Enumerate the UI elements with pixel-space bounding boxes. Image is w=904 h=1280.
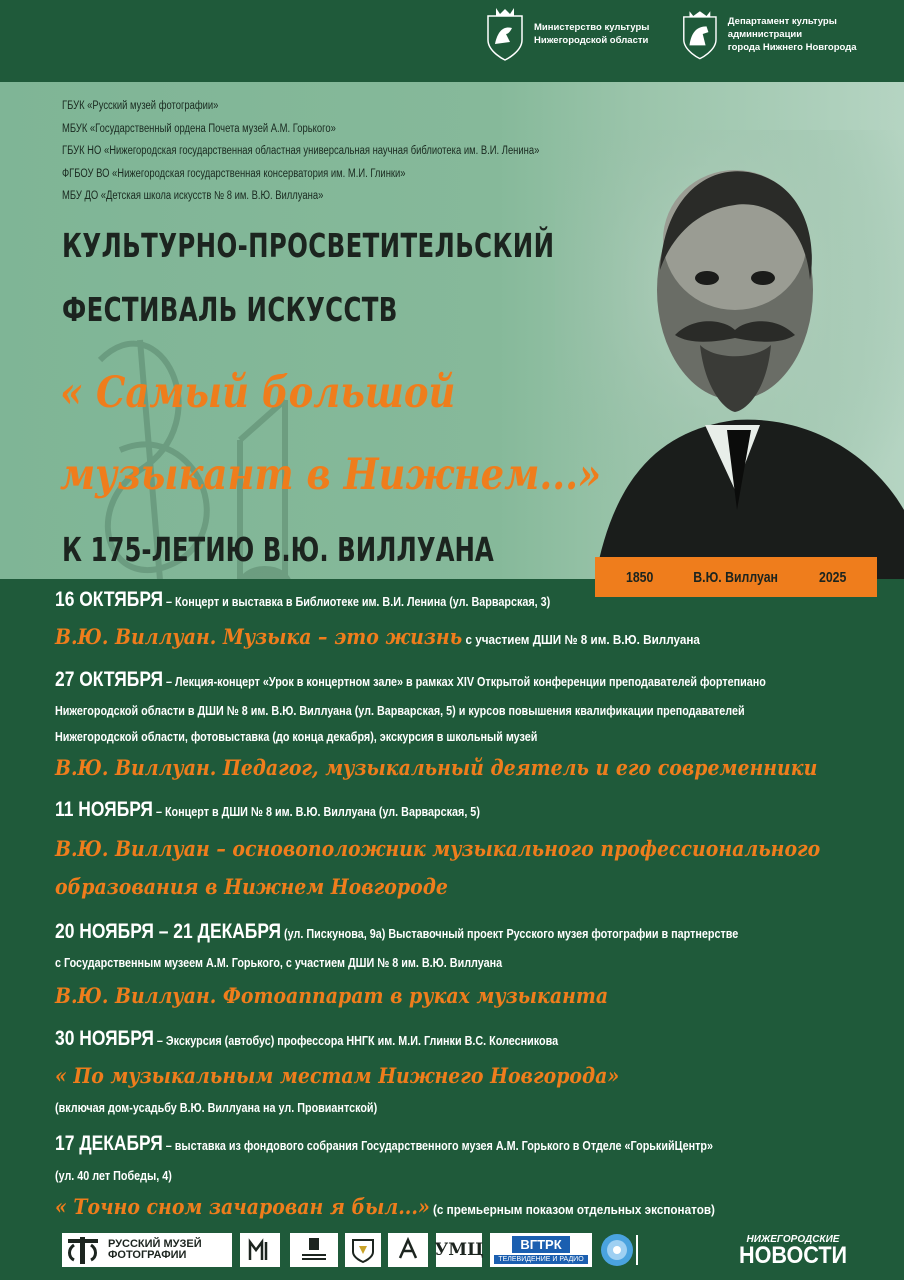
event-subtitle: « Точно сном зачарован я был...»	[55, 1194, 430, 1219]
gorky-museum-logo	[240, 1233, 280, 1267]
year-start: 1850	[625, 568, 654, 586]
years-badge	[595, 557, 877, 597]
ministry-logo	[484, 6, 649, 62]
library-logo	[290, 1233, 338, 1267]
organizer-line: ГБУК НО «Нижегородская государственная областная универсальная научная библиотека им. В.И. Ленина»	[62, 145, 540, 157]
event-desc: – выставка из фондового собрания Государственного музея А.М. Горького в Отделе «ГорькийЦентр»	[162, 1138, 713, 1153]
event-date: 20 НОЯБРЯ – 21 ДЕКАБРЯ	[55, 920, 282, 943]
event-27-oct-subtitle: В.Ю. Виллуан. Педагог, музыкальный деятель и его современники	[55, 755, 818, 780]
year-end: 2025	[818, 568, 846, 586]
event-subtitle-note: с участием ДШИ № 8 им. В.Ю. Виллуана	[462, 632, 700, 647]
photo-museum-text: РУССКИЙ МУЗЕЙ ФОТОГРАФИИ	[108, 1238, 202, 1261]
event-27-oct-desc2: Нижегородской области в ДШИ № 8 им. В.Ю. Виллуана (ул. Варварская, 5) и курсов повышения квалификации преподавателей	[55, 703, 745, 718]
event-16-oct-subtitle	[55, 624, 700, 649]
photo-museum-mark-icon	[66, 1235, 100, 1265]
radio-logo	[600, 1233, 634, 1267]
conservatory-logo	[345, 1233, 381, 1267]
event-date: 27 ОКТЯБРЯ	[55, 668, 164, 691]
festival-name-line2: музыкант в Нижнем...»	[60, 450, 602, 500]
event-17-dec	[55, 1132, 713, 1156]
organizer-line: ГБУК «Русский музей фотографии»	[62, 100, 219, 112]
vgtrk-logo	[490, 1233, 592, 1267]
organizers-list	[62, 95, 622, 208]
umc-text: УМЦ	[434, 1239, 484, 1260]
event-subtitle-note: (с премьерным показом отдельных экспонатов)	[429, 1202, 715, 1217]
event-30-nov-subtitle: « По музыкальным местам Нижнего Новгорода»	[55, 1063, 620, 1088]
anniversary-heading: К 175-ЛЕТИЮ В.Ю. ВИЛЛУАНА	[62, 530, 494, 569]
event-27-oct-desc3: Нижегородской области, фотовыставка (до конца декабря), экскурсия в школьный музей	[55, 729, 538, 744]
event-20-nov-subtitle: В.Ю. Виллуан. Фотоаппарат в руках музыканта	[55, 983, 609, 1008]
event-16-oct	[55, 588, 550, 612]
festival-title-line1: КУЛЬТУРНО-ПРОСВЕТИТЕЛЬСКИЙ	[62, 226, 555, 265]
conservatory-crest-icon	[350, 1236, 376, 1264]
event-date: 16 ОКТЯБРЯ	[55, 588, 164, 611]
badge-name: В.Ю. Виллуан	[693, 568, 779, 586]
news-text: НОВОСТИ	[738, 1241, 848, 1269]
event-17-dec-desc2: (ул. 40 лет Победы, 4)	[55, 1168, 172, 1183]
event-17-dec-subtitle	[55, 1194, 715, 1219]
event-date: 11 НОЯБРЯ	[55, 798, 153, 821]
vgtrk-subtext: ТЕЛЕВИДЕНИЕ И РАДИО	[494, 1255, 587, 1264]
event-27-oct	[55, 668, 766, 692]
event-desc: – Экскурсия (автобус) профессора ННГК им. М.И. Глинки В.С. Колесникова	[153, 1033, 559, 1048]
event-desc: – Лекция-концерт «Урок в концертном зале» в рамках XIV Открытой конференции преподавателей фортепиано	[163, 674, 766, 689]
nizhny-city-emblem-icon	[680, 6, 720, 62]
art-school-mark-icon	[394, 1236, 422, 1264]
event-date: 30 НОЯБРЯ	[55, 1027, 154, 1050]
ministry-text: Министерство культуры Нижегородской области	[534, 22, 650, 46]
russian-photo-museum-logo	[62, 1233, 232, 1267]
vgtrk-text: ВГТРК	[512, 1236, 569, 1253]
department-logo	[680, 6, 904, 62]
library-mark-icon	[298, 1236, 330, 1264]
event-11-nov-subtitle2: образования в Нижнем Новгороде	[55, 874, 448, 899]
festival-name-line1: « Самый большой	[60, 368, 456, 418]
umc-logo	[436, 1233, 482, 1267]
event-20-nov	[55, 920, 738, 944]
event-desc: – Концерт и выставка в Библиотеке им. В.И. Ленина (ул. Варварская, 3)	[163, 594, 551, 609]
nizhny-news-logo	[728, 1233, 858, 1267]
event-20-nov-desc2: с Государственным музеем А.М. Горького, с участием ДШИ № 8 им. В.Ю. Виллуана	[55, 955, 503, 970]
gorky-museum-mark-icon	[246, 1236, 274, 1264]
divider-mark	[636, 1235, 676, 1265]
event-desc: (ул. Пискунова, 9а) Выставочный проект Русского музея фотографии в партнерстве	[281, 926, 739, 941]
event-11-nov-subtitle: В.Ю. Виллуан – основоположник музыкального профессионального	[55, 836, 821, 861]
organizer-line: МБУК «Государственный ордена Почета музей А.М. Горького»	[62, 122, 336, 135]
radio-circle-icon	[600, 1233, 634, 1267]
event-30-nov-desc2: (включая дом-усадьбу В.Ю. Виллуана на ул. Провиантской)	[55, 1100, 378, 1115]
event-desc: – Концерт в ДШИ № 8 им. В.Ю. Виллуана (ул. Варварская, 5)	[152, 804, 480, 819]
art-school-logo	[388, 1233, 428, 1267]
festival-title-line2: ФЕСТИВАЛЬ ИСКУССТВ	[62, 290, 398, 329]
organizer-line: МБУ ДО «Детская школа искусств № 8 им. В.Ю. Виллуана»	[62, 190, 324, 202]
event-date: 17 ДЕКАБРЯ	[55, 1132, 163, 1155]
event-11-nov	[55, 798, 480, 822]
organizer-line: ФГБОУ ВО «Нижегородская государственная консерватория им. М.И. Глинки»	[62, 167, 406, 180]
event-subtitle: В.Ю. Виллуан. Музыка – это жизнь	[55, 624, 463, 649]
event-30-nov	[55, 1027, 558, 1051]
news-top-text: НИЖЕГОРОДСКИЕ	[746, 1233, 840, 1245]
department-text: Департамент культуры администрации города Нижнего Новгорода	[727, 15, 857, 53]
nizhny-region-emblem-icon	[484, 6, 526, 62]
